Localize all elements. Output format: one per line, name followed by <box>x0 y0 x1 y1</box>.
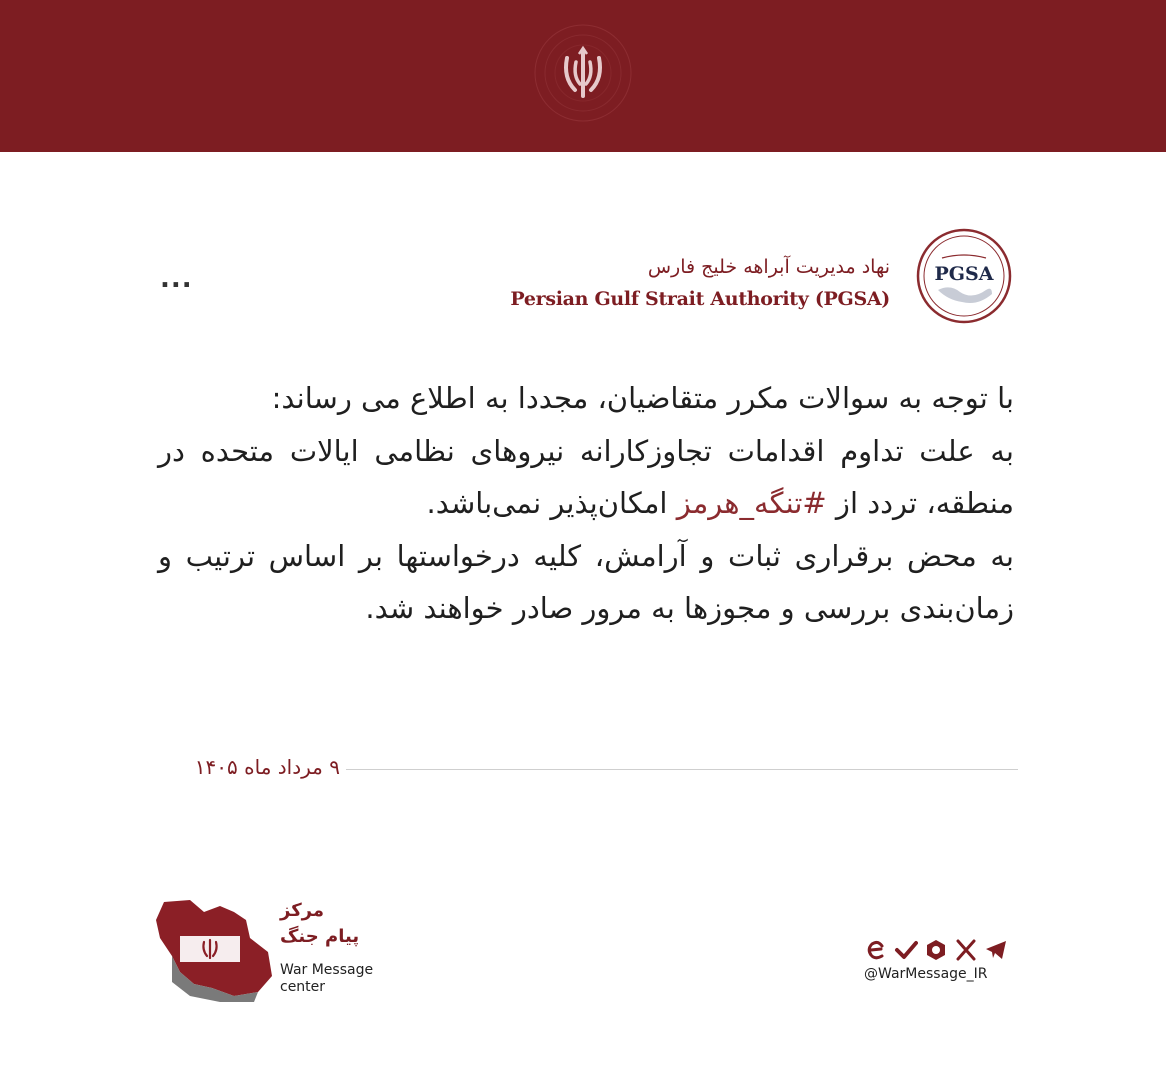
check-icon[interactable] <box>894 938 918 962</box>
date-divider <box>346 769 1018 770</box>
footer-brand-fa-line2: پیام جنگ <box>280 926 360 947</box>
telegram-icon[interactable] <box>984 938 1008 962</box>
footer-brand-en-line2: center <box>280 979 326 995</box>
x-icon[interactable] <box>954 938 978 962</box>
post-text-after-hashtag: امکان‌پذیر نمی‌باشد. <box>426 486 677 520</box>
post-line-intro: با توجه به سوالات مکرر متقاضیان، مجددا به اطلاع می رساند: <box>271 381 1014 415</box>
footer-brand-fa-line1: مرکز <box>280 900 325 921</box>
iran-emblem-icon <box>523 18 643 128</box>
pgsa-logo[interactable] <box>916 228 1012 324</box>
post-line-closing: به محض برقراری ثبات و آرامش، کلیه درخواستها بر اساس ترتیب و زمان‌بندی بررسی و مجوزها به مرور صادر خواهند شد. <box>158 538 1014 625</box>
svg-text:PGSA: PGSA <box>934 263 994 285</box>
rubika-icon[interactable] <box>924 938 948 962</box>
account-name-en: Persian Gulf Strait Authority (PGSA) <box>510 288 890 310</box>
account-name-fa: نهاد مدیریت آبراهه خلیج فارس <box>647 256 890 278</box>
post-date: ۹ مرداد ماه ۱۴۰۵ <box>194 755 340 779</box>
iran-map-logo <box>150 892 276 1004</box>
social-icons-row <box>864 936 1014 964</box>
footer-brand-en-line1: War Message <box>280 962 374 978</box>
social-handle[interactable]: @WarMessage_IR <box>864 966 988 982</box>
footer-brand-fa <box>280 898 400 950</box>
top-banner <box>0 0 1166 152</box>
hashtag-link[interactable]: #تنگه_هرمز <box>676 486 827 520</box>
more-options-button[interactable]: ... <box>160 264 193 294</box>
post-text-before-hashtag: به علت تداوم اقدامات تجاوزکارانه نیروهای نظامی ایالات متحده در منطقه، تردد از <box>158 433 1014 520</box>
post-body <box>158 372 1014 635</box>
post-line-main <box>158 425 1014 530</box>
footer-brand-en <box>280 962 400 996</box>
eitaa-icon[interactable] <box>864 938 888 962</box>
